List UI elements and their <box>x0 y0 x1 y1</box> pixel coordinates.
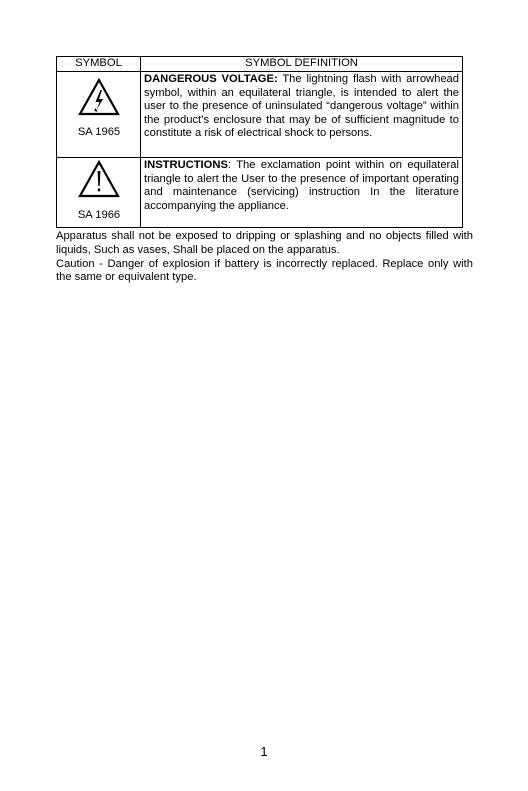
page-number: 1 <box>260 744 268 759</box>
definition-text: : The exclamation point within on equilateral triangle to alert the User to the presence of important operating and maintenance (servicing) instruction In the literature accompanying the appliance. <box>144 159 459 212</box>
definition-lead: DANGEROUS VOLTAGE: <box>144 73 278 85</box>
definition-text: The lightning flash with arrowhead symbol, within an equilateral triangle, is intended to alert the user to the presence of uninsulated “dangerous voltage” within the product’s enclosure that may be of sufficient magnitude to constitute a risk of electrical shock to persons. <box>144 73 460 140</box>
definition-cell <box>141 72 463 158</box>
table-row <box>57 158 463 228</box>
symbol-code: SA 1966 <box>77 209 121 221</box>
symbol-cell <box>57 158 141 228</box>
symbol-cell <box>57 72 141 158</box>
dripping-warning-paragraph: Apparatus shall not be exposed to dripping or splashing and no objects filled with liquids, Such as vases, Shall be placed on the apparatus. <box>56 230 473 256</box>
definition-column-header: SYMBOL DEFINITION <box>141 57 463 72</box>
definition-lead: INSTRUCTIONS <box>144 159 228 171</box>
exclamation-warning-triangle-icon <box>78 160 120 198</box>
safety-notes <box>56 230 473 285</box>
lightning-warning-triangle-icon <box>78 78 120 116</box>
battery-caution-paragraph: Caution - Danger of explosion if battery is incorrectly replaced. Replace only with the same or equivalent type. <box>56 257 473 284</box>
symbol-code: SA 1965 <box>77 126 121 138</box>
table-row <box>57 72 463 158</box>
table-header-row <box>57 57 463 72</box>
safety-symbols-table <box>56 56 463 228</box>
definition-cell <box>141 158 463 228</box>
symbol-column-header: SYMBOL <box>57 57 141 72</box>
